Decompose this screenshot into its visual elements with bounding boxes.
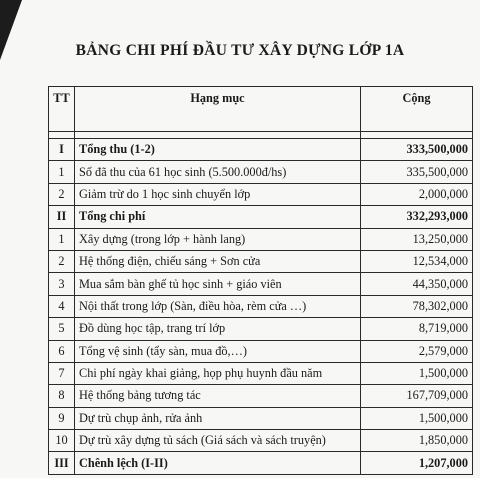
row-item: Tổng vệ sinh (tẩy sàn, mua đồ,…) [75, 340, 361, 362]
row-amount: 333,500,000 [361, 139, 473, 161]
row-number: 1 [49, 228, 75, 250]
table-row [49, 407, 473, 429]
row-number: 2 [49, 250, 75, 272]
row-number: 5 [49, 318, 75, 340]
row-number: 3 [49, 273, 75, 295]
table-row [49, 183, 473, 205]
table-header [49, 87, 473, 132]
row-item: Tổng chi phí [75, 206, 361, 228]
table-row [49, 228, 473, 250]
row-number: 6 [49, 340, 75, 362]
row-item: Hệ thống bảng tương tác [75, 385, 361, 407]
row-item: Tổng thu (1-2) [75, 139, 361, 161]
row-item: Giảm trừ do 1 học sinh chuyển lớp [75, 183, 361, 205]
table-row [49, 340, 473, 362]
table-row [49, 206, 473, 228]
table-row [49, 362, 473, 384]
table-row [49, 250, 473, 272]
table-row [49, 139, 473, 161]
row-number: III [49, 452, 75, 474]
row-amount: 1,500,000 [361, 407, 473, 429]
table-row [49, 273, 473, 295]
row-item: Hệ thống điện, chiếu sáng + Sơn cửa [75, 250, 361, 272]
row-item: Chi phí ngày khai giảng, họp phụ huynh đầu năm [75, 362, 361, 384]
row-item: Dự trù chụp ảnh, rửa ảnh [75, 407, 361, 429]
row-number: 9 [49, 407, 75, 429]
row-amount: 78,302,000 [361, 295, 473, 317]
row-item: Xây dựng (trong lớp + hành lang) [75, 228, 361, 250]
row-item: Chênh lệch (I-II) [75, 452, 361, 474]
row-number: 10 [49, 430, 75, 452]
row-item: Số đã thu của 61 học sinh (5.500.000đ/hs) [75, 161, 361, 183]
table-row [49, 295, 473, 317]
header-item: Hạng mục [75, 87, 361, 132]
row-number: 8 [49, 385, 75, 407]
row-number: 7 [49, 362, 75, 384]
table-body [49, 132, 473, 475]
table-row [49, 452, 473, 474]
row-amount: 335,500,000 [361, 161, 473, 183]
row-amount: 1,850,000 [361, 430, 473, 452]
header-tt: TT [49, 87, 75, 132]
row-number: 2 [49, 183, 75, 205]
table-row [49, 430, 473, 452]
table-row [49, 385, 473, 407]
spacer-row [49, 132, 473, 139]
row-item: Đồ dùng học tập, trang trí lớp [75, 318, 361, 340]
header-total: Cộng [361, 87, 473, 132]
row-amount: 2,579,000 [361, 340, 473, 362]
row-item: Mua sắm bàn ghế tủ học sinh + giáo viên [75, 273, 361, 295]
row-amount: 1,500,000 [361, 362, 473, 384]
cost-table [48, 86, 473, 475]
table-row [49, 318, 473, 340]
row-item: Dự trù xây dựng tủ sách (Giá sách và sách truyện) [75, 430, 361, 452]
row-number: II [49, 206, 75, 228]
row-amount: 167,709,000 [361, 385, 473, 407]
row-number: 1 [49, 161, 75, 183]
row-amount: 2,000,000 [361, 183, 473, 205]
row-amount: 8,719,000 [361, 318, 473, 340]
row-amount: 13,250,000 [361, 228, 473, 250]
row-amount: 12,534,000 [361, 250, 473, 272]
row-amount: 332,293,000 [361, 206, 473, 228]
table-row [49, 161, 473, 183]
row-amount: 1,207,000 [361, 452, 473, 474]
row-number: 4 [49, 295, 75, 317]
row-amount: 44,350,000 [361, 273, 473, 295]
document-title: BẢNG CHI PHÍ ĐẦU TƯ XÂY DỰNG LỚP 1A [75, 42, 405, 59]
row-number: I [49, 139, 75, 161]
row-item: Nội thất trong lớp (Sàn, điều hòa, rèm cửa …) [75, 295, 361, 317]
